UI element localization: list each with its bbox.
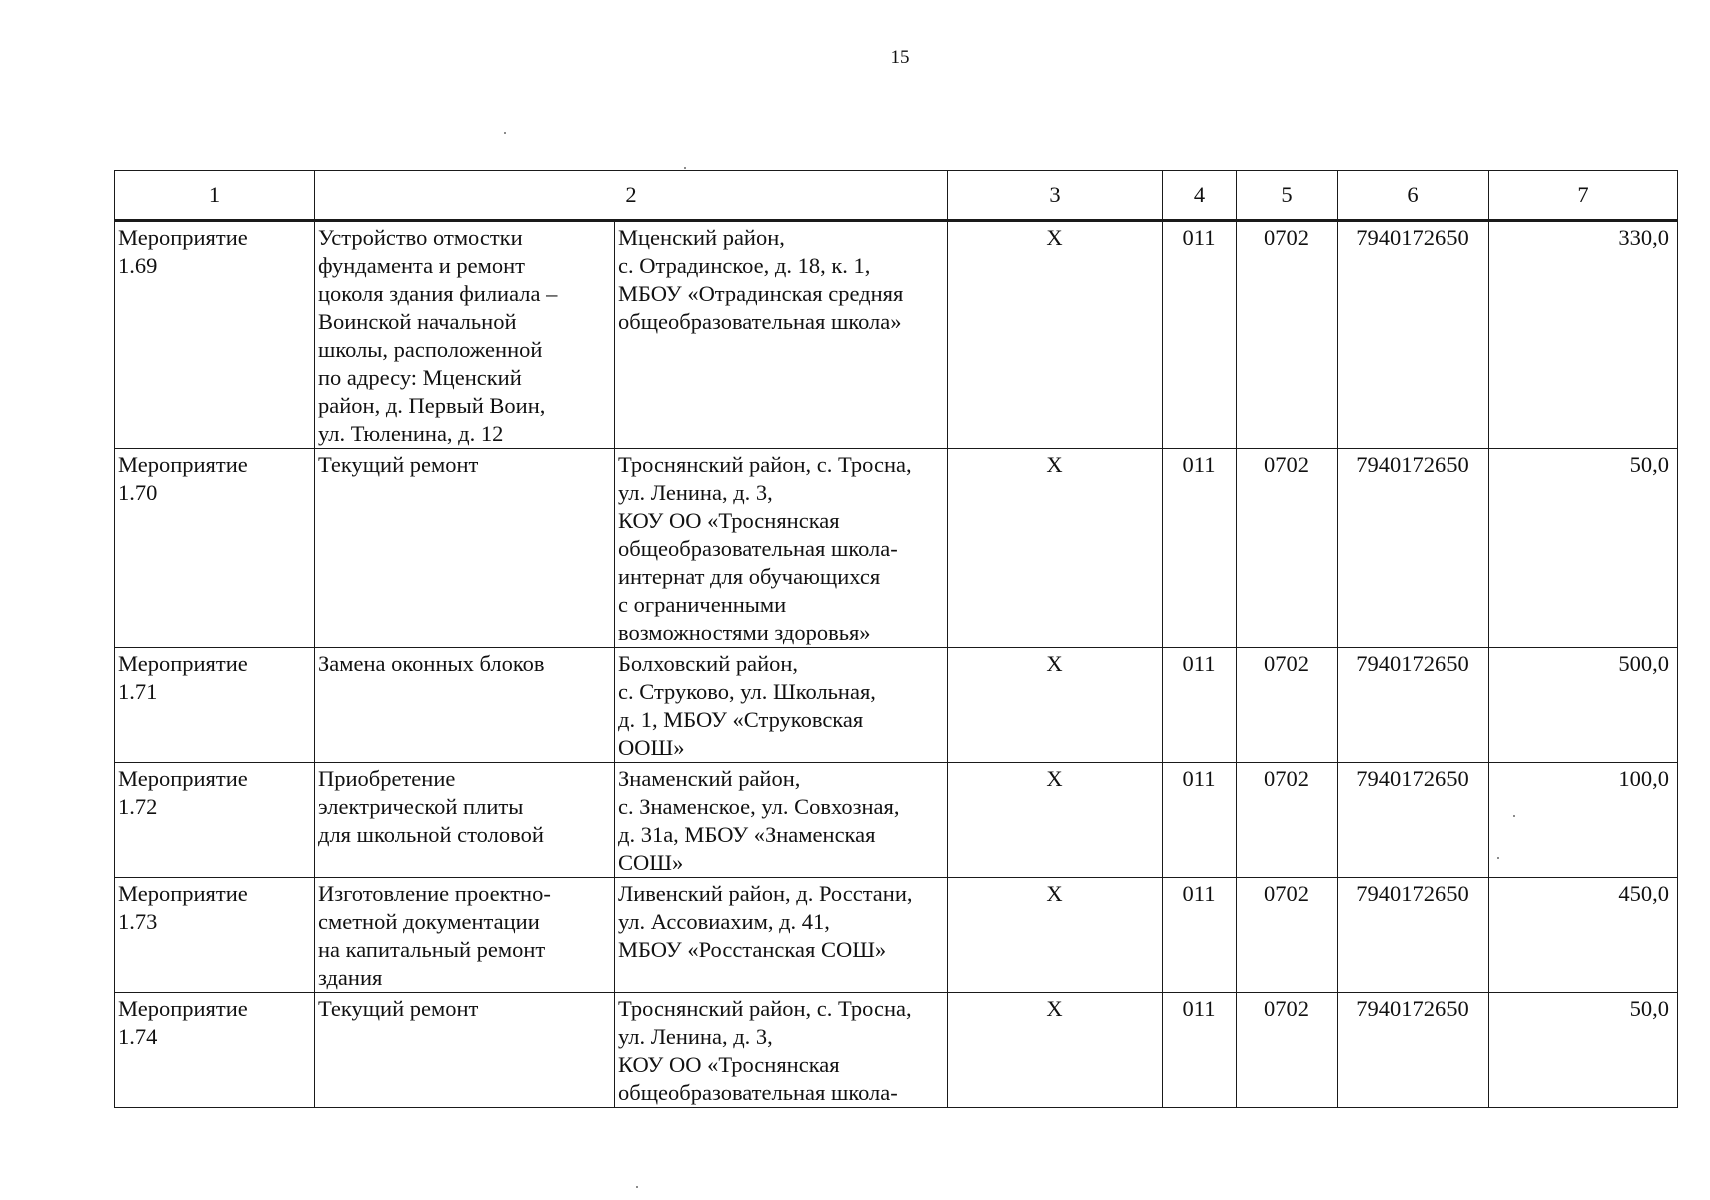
col7-cell: 50,0 — [1489, 993, 1678, 1108]
location-cell — [615, 648, 948, 763]
col6-cell: 7940172650 — [1338, 993, 1489, 1108]
location: Ливенский район, д. Росстани, ул. Ассовиахим, д. 41, МБОУ «Росстанская СОШ» — [618, 881, 913, 962]
col6-cell: 7940172650 — [1338, 878, 1489, 993]
scan-speck — [636, 1186, 638, 1188]
table-row — [115, 449, 1678, 648]
header-cell-3: 3 — [948, 171, 1163, 221]
activity-id: Мероприятие 1.70 — [118, 452, 248, 505]
activity-name-cell — [315, 763, 615, 878]
activity-id: Мероприятие 1.69 — [118, 225, 248, 278]
table-row — [115, 763, 1678, 878]
activity-name-cell — [315, 449, 615, 648]
page-number: 15 — [890, 47, 910, 68]
activity-name-cell — [315, 993, 615, 1108]
col6-cell: 7940172650 — [1338, 449, 1489, 648]
col4-cell: 011 — [1163, 763, 1237, 878]
col7-cell: 50,0 — [1489, 449, 1678, 648]
col3-cell: Х — [948, 221, 1163, 449]
col3-cell: Х — [948, 449, 1163, 648]
col7-cell: 500,0 — [1489, 648, 1678, 763]
scan-speck — [504, 132, 506, 134]
activity-name-cell — [315, 648, 615, 763]
activity-id: Мероприятие 1.73 — [118, 881, 248, 934]
activity-id-cell — [115, 878, 315, 993]
header-cell-4: 4 — [1163, 171, 1237, 221]
header-cell-6: 6 — [1338, 171, 1489, 221]
col4-cell: 011 — [1163, 878, 1237, 993]
location: Болховский район, с. Струково, ул. Школьная, д. 1, МБОУ «Струковская ООШ» — [618, 651, 876, 760]
col4-cell: 011 — [1163, 993, 1237, 1108]
activity-id-cell — [115, 648, 315, 763]
col7-cell: 450,0 — [1489, 878, 1678, 993]
col6-cell: 7940172650 — [1338, 648, 1489, 763]
col4-cell: 011 — [1163, 449, 1237, 648]
activity-name: Текущий ремонт — [318, 452, 479, 477]
header-cell-7: 7 — [1489, 171, 1678, 221]
location: Мценский район, с. Отрадинское, д. 18, к. 1, МБОУ «Отрадинская средняя общеобразовательная школа» — [618, 225, 904, 334]
activity-id-cell — [115, 449, 315, 648]
header-cell-1: 1 — [115, 171, 315, 221]
col7-cell: 100,0 — [1489, 763, 1678, 878]
table-row — [115, 878, 1678, 993]
header-cell-2: 2 — [315, 171, 948, 221]
activity-name: Текущий ремонт — [318, 996, 479, 1021]
activity-id-cell — [115, 763, 315, 878]
col5-cell: 0702 — [1237, 878, 1338, 993]
location: Троснянский район, с. Тросна, ул. Ленина, д. 3, КОУ ОО «Троснянская общеобразовательная школа- интернат для обучающихся с ограниченными возможностями здоровья» — [618, 452, 912, 645]
col7-cell: 330,0 — [1489, 221, 1678, 449]
table-row — [115, 648, 1678, 763]
col4-cell: 011 — [1163, 648, 1237, 763]
col3-cell: Х — [948, 763, 1163, 878]
activity-name: Изготовление проектно- сметной документации на капитальный ремонт здания — [318, 881, 551, 990]
col5-cell: 0702 — [1237, 763, 1338, 878]
location-cell — [615, 449, 948, 648]
location-cell — [615, 221, 948, 449]
location-cell — [615, 763, 948, 878]
activity-name-cell — [315, 878, 615, 993]
activity-id: Мероприятие 1.72 — [118, 766, 248, 819]
col3-cell: Х — [948, 993, 1163, 1108]
col5-cell: 0702 — [1237, 993, 1338, 1108]
col6-cell: 7940172650 — [1338, 221, 1489, 449]
activity-id-cell — [115, 993, 315, 1108]
activity-name: Приобретение электрической плиты для школьной столовой — [318, 766, 544, 847]
table-row — [115, 221, 1678, 449]
scan-speck — [1497, 857, 1499, 859]
scan-speck — [684, 167, 686, 169]
col5-cell: 0702 — [1237, 449, 1338, 648]
col4-cell: 011 — [1163, 221, 1237, 449]
budget-table — [114, 170, 1678, 1108]
location-cell — [615, 993, 948, 1108]
location: Троснянский район, с. Тросна, ул. Ленина, д. 3, КОУ ОО «Троснянская общеобразовательная школа- — [618, 996, 912, 1105]
location-cell — [615, 878, 948, 993]
scan-speck — [1513, 815, 1515, 817]
table-row — [115, 993, 1678, 1108]
activity-name: Замена оконных блоков — [318, 651, 545, 676]
activity-id: Мероприятие 1.74 — [118, 996, 248, 1049]
activity-name: Устройство отмостки фундамента и ремонт цоколя здания филиала – Воинской начальной школы, расположенной по адресу: Мценский район, д. Первый Воин, ул. Тюленина, д. 12 — [318, 225, 558, 446]
col3-cell: Х — [948, 878, 1163, 993]
activity-id: Мероприятие 1.71 — [118, 651, 248, 704]
col3-cell: Х — [948, 648, 1163, 763]
col5-cell: 0702 — [1237, 648, 1338, 763]
header-cell-5: 5 — [1237, 171, 1338, 221]
col5-cell: 0702 — [1237, 221, 1338, 449]
activity-name-cell — [315, 221, 615, 449]
header-row — [115, 171, 1678, 221]
activity-id-cell — [115, 221, 315, 449]
col6-cell: 7940172650 — [1338, 763, 1489, 878]
location: Знаменский район, с. Знаменское, ул. Совхозная, д. 31а, МБОУ «Знаменская СОШ» — [618, 766, 900, 875]
